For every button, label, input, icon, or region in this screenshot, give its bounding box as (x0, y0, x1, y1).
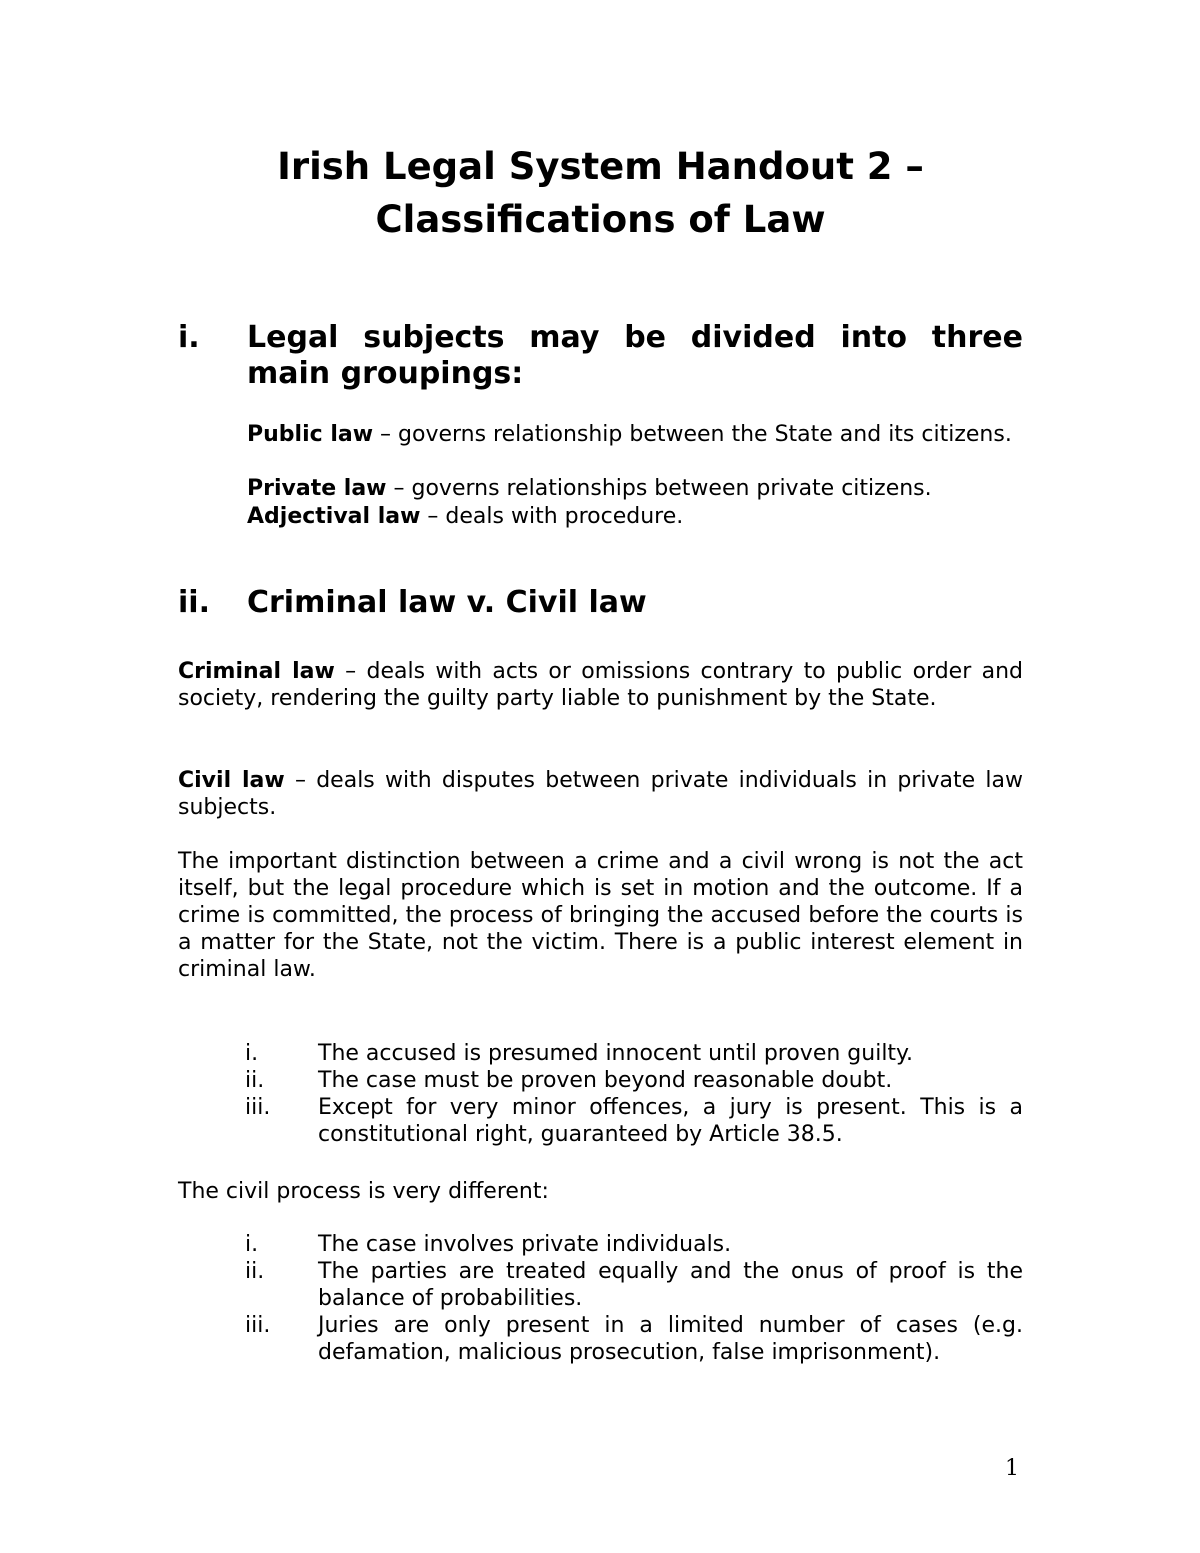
list-item-text: The case involves private individuals. (318, 1232, 732, 1257)
public-law-text: – governs relationship between the State and its citizens. (373, 422, 1012, 447)
distinction-paragraph: The important distinction between a crime and a civil wrong is not the act itself, but the legal procedure which is set in motion and the outcome. If a crime is committed, the process of bringing the accused before the courts is a matter for the State, not the victim. There is a public interest element in criminal law. (178, 849, 1023, 982)
criminal-law-term: Criminal law (178, 659, 335, 684)
list-item (245, 1094, 1023, 1148)
list-item (245, 1231, 1023, 1258)
list-item (245, 1312, 1023, 1366)
private-law-term: Private law (247, 476, 387, 501)
criminal-process-list (245, 1040, 1023, 1148)
public-law-term: Public law (247, 422, 374, 447)
adjectival-law-term: Adjectival law (247, 504, 421, 529)
list-item (245, 1258, 1023, 1312)
public-law-definition (178, 421, 1023, 448)
list-marker: ii. (245, 1259, 265, 1284)
list-item-text: Except for very minor offences, a jury is present. This is a constitutional right, guaranteed by Article 38.5. (318, 1095, 1023, 1147)
section-1-heading (178, 320, 1023, 392)
section-2-heading-text: Criminal law v. Civil law (247, 585, 647, 620)
list-item-text: The case must be proven beyond reasonable doubt. (318, 1068, 893, 1093)
civil-law-term: Civil law (178, 768, 285, 793)
civil-law-definition (178, 767, 1023, 821)
list-marker: iii. (245, 1095, 271, 1120)
criminal-law-text: – deals with acts or omissions contrary to public order and society, rendering the guilty party liable to punishment by the State. (178, 659, 1023, 711)
criminal-law-definition (178, 658, 1023, 712)
private-law-definition (178, 475, 1023, 502)
private-law-text: – governs relationships between private citizens. (386, 476, 932, 501)
section-1-number: i. (178, 320, 200, 355)
section-2-heading (178, 585, 1023, 621)
title-line-2: Classifications of Law (375, 198, 826, 241)
civil-process-intro: The civil process is very different: (178, 1179, 549, 1204)
page-number: 1 (1005, 1456, 1019, 1481)
list-marker: i. (245, 1232, 259, 1257)
list-item-text: The parties are treated equally and the onus of proof is the balance of probabilities. (318, 1259, 1023, 1311)
adjectival-law-text: – deals with procedure. (420, 504, 684, 529)
list-item (245, 1040, 1023, 1067)
civil-process-list (245, 1231, 1023, 1366)
civil-law-text: – deals with disputes between private individuals in private law subjects. (178, 768, 1023, 820)
adjectival-law-definition (178, 503, 1023, 530)
list-marker: iii. (245, 1313, 271, 1338)
title-line-1: Irish Legal System Handout 2 – (277, 145, 924, 188)
section-2-number: ii. (178, 585, 210, 620)
page-title (178, 140, 1023, 246)
list-item (245, 1067, 1023, 1094)
list-item-text: Juries are only present in a limited number of cases (e.g. defamation, malicious prosecution, false imprisonment). (318, 1313, 1023, 1365)
list-item-text: The accused is presumed innocent until proven guilty. (318, 1041, 913, 1066)
list-marker: ii. (245, 1068, 265, 1093)
list-marker: i. (245, 1041, 259, 1066)
section-1-heading-text: Legal subjects may be divided into three main groupings: (247, 320, 1023, 391)
